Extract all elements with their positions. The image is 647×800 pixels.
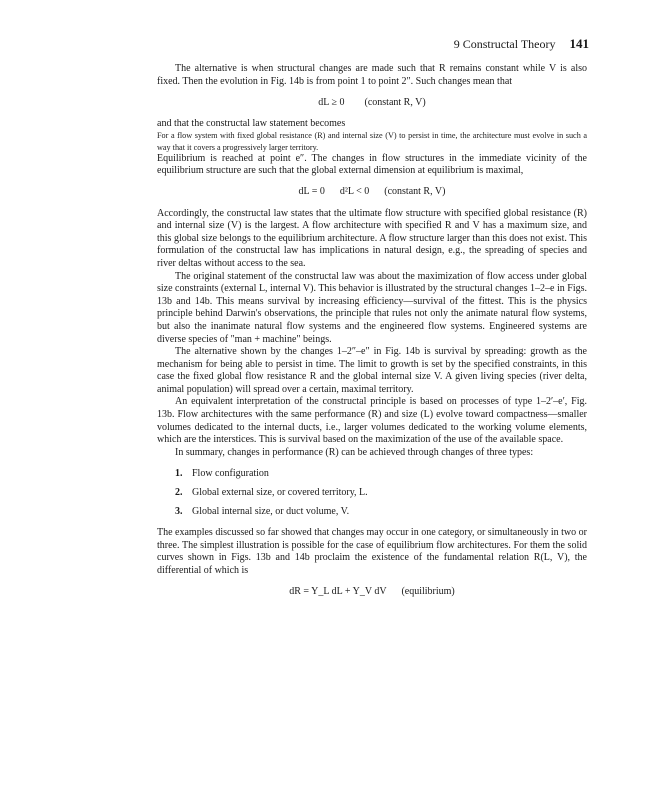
- equation: dL ≥ 0 (constant R, V): [318, 97, 426, 109]
- body-text: [157, 63, 587, 607]
- paragraph: The examples discussed so far showed that changes may occur in one category, or simultaneously in two or three. The simplest illustration is possible for the case of equilibrium flow architectures. For them the solid curves shown in Figs. 13b and 14b proclaim the existence of the fundamental relation R(L, V), the differential of which is: [157, 527, 587, 576]
- equation: dL = 0 d²L < 0 (constant R, V): [298, 185, 446, 197]
- list-item: 1. Flow configuration: [175, 468, 269, 480]
- page-number: 141: [569, 36, 589, 51]
- paragraph: Equilibrium is reached at point e″. The changes in flow structures in the immediate vicinity of the equilibrium structure are such that the global external dimension at equilibrium is maximal,: [157, 152, 587, 177]
- running-header: [454, 36, 589, 52]
- paragraph: In summary, changes in performance (R) can be achieved through changes of three types:: [175, 446, 534, 458]
- law-statement: For a flow system with fixed global resistance (R) and internal size (V) to persist in time, the architecture must evolve in such a way that it covers a progressively larger territory.: [157, 131, 587, 152]
- paragraph: Accordingly, the constructal law states that the ultimate flow structure with specified global resistance (R) and internal size (V) is the largest. A flow architecture with specified R and V has a maximum size, and this global size belongs to the equilibrium architecture. A flow structure larger than this does not exist. This formulation of the constructal law has implications in natural design, e.g., the spreading of species and river deltas without access to the sea.: [157, 207, 587, 269]
- paragraph: The alternative is when structural changes are made such that R remains constant while V is also fixed. Then the evolution in Fig. 14b is from point 1 to point 2″. Such changes mean that: [157, 63, 587, 87]
- list-item: 3. Global internal size, or duct volume, V.: [175, 505, 350, 517]
- chapter-title: 9 Constructal Theory: [453, 37, 556, 51]
- paragraph: The original statement of the constructal law was about the maximization of flow access under global size constraints (external L, internal V). This behavior is illustrated by the structural changes 1–2–e in Figs. 13b and 14b. This means survival by increasing efficiency—survival of the fittest. This is the physics principle behind Darwin's observations, the principle that rules not only the animate natural flow systems, but also the inanimate natural flow systems and the engineered flow systems. Engineered systems are diverse species of "man + machine" beings.: [157, 270, 587, 345]
- paragraph: The alternative shown by the changes 1–2″–e″ in Fig. 14b is survival by spreading: growth as the mechanism for being able to persist in time. The limit to growth is set by the specified constraints, in this case the fixed global flow resistance R and the global internal size V. A given living species (river delta, animal population) will spread over a certain, maximal territory.: [157, 346, 587, 395]
- change-types-list: [175, 468, 587, 518]
- paragraph: An equivalent interpretation of the constructal principle is based on processes of type 1–2′–e′, Fig. 13b. Flow architectures with the same performance (R) and size (L) evolve toward compactness—smaller volumes dedicated to the internal ducts, i.e., larger volumes dedicated to the working volume elements, which are the interstices. This is survival based on the maximization of the use of the available space.: [157, 396, 587, 446]
- paragraph: and that the constructal law statement becomes: [157, 117, 346, 129]
- list-item: 2. Global external size, or covered territory, L.: [175, 487, 368, 499]
- equation: dR = Y_L dL + Y_V dV (equilibrium): [289, 585, 455, 597]
